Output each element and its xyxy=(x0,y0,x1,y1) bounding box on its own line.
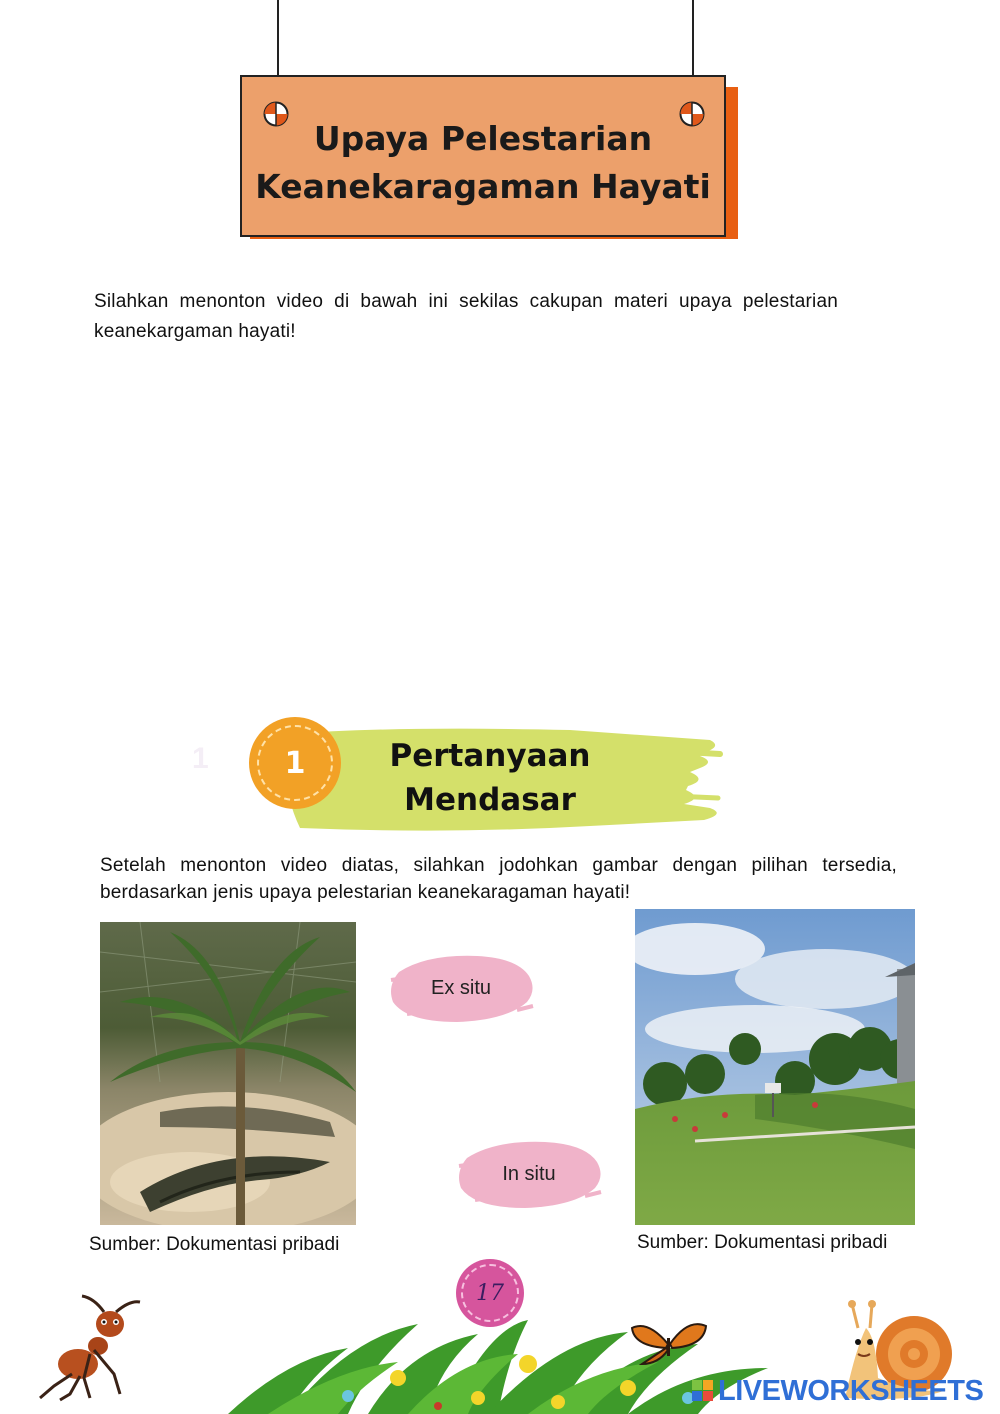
page-title-line2: Keanekaragaman Hayati xyxy=(255,167,711,206)
question-number-badge xyxy=(249,717,341,809)
page-number-badge xyxy=(456,1259,524,1327)
page-title-line1: Upaya Pelestarian xyxy=(313,119,653,158)
liveworksheets-mark-icon xyxy=(692,1380,714,1402)
option-in-situ-label: In situ xyxy=(502,1162,556,1185)
option-ex-situ-label: Ex situ xyxy=(430,976,492,999)
question-number: 1 xyxy=(257,725,333,801)
liveworksheets-logo xyxy=(692,1373,983,1409)
question-title-line1: Pertanyaan xyxy=(389,738,591,774)
page-number: 17 xyxy=(461,1264,519,1322)
video-area[interactable] xyxy=(94,360,906,690)
caption-right: Sumber: Dokumentasi pribadi xyxy=(637,1232,888,1253)
butterfly-icon xyxy=(628,1320,708,1366)
photo-park[interactable] xyxy=(635,909,915,1225)
photo-crocodile[interactable] xyxy=(100,922,356,1225)
ant-icon xyxy=(34,1294,146,1402)
option-in-situ[interactable] xyxy=(455,1136,603,1212)
title-sign xyxy=(240,75,726,237)
sign-hole-left-icon xyxy=(263,101,289,127)
liveworksheets-wordmark: LIVEWORKSHEETS xyxy=(718,1374,984,1407)
question-title xyxy=(370,734,610,822)
sign-hole-right-icon xyxy=(679,101,705,127)
intro-text: Silahkan menonton video di bawah ini sekilas cakupan materi upaya pelestarian keanekargaman hayati! xyxy=(94,291,838,342)
question-instruction: Setelah menonton video diatas, silahkan jodohkan gambar dengan pilihan tersedia, berdasarkan jenis upaya pelestarian keanekaragaman hayati! xyxy=(100,855,897,903)
faint-question-number: 1 xyxy=(192,742,209,775)
caption-left: Sumber: Dokumentasi pribadi xyxy=(89,1234,340,1255)
question-title-line2: Mendasar xyxy=(404,782,576,818)
option-ex-situ[interactable] xyxy=(387,950,535,1026)
